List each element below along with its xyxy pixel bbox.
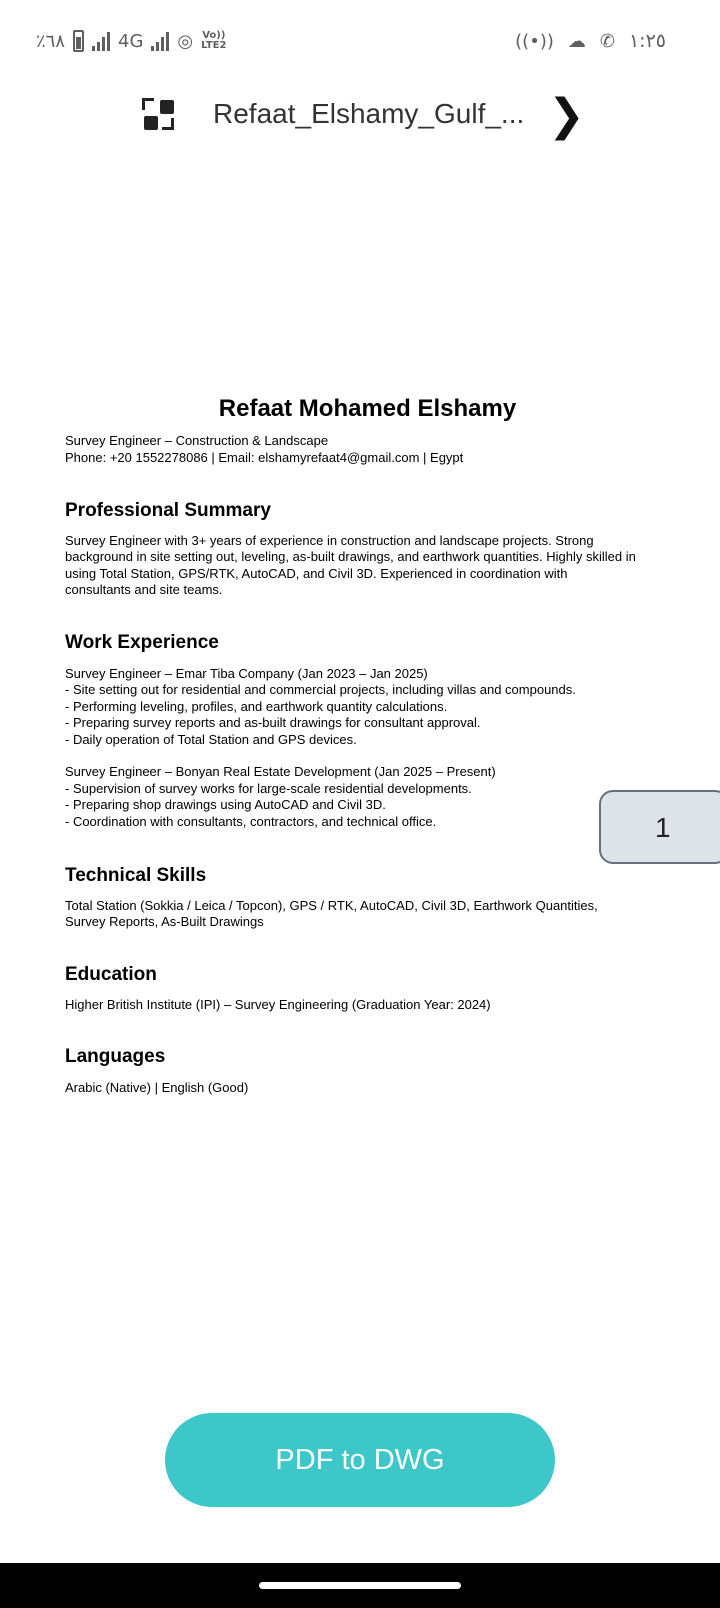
summary-heading: Professional Summary	[65, 500, 271, 521]
navigation-bar	[0, 1563, 720, 1608]
network-type: 4G	[118, 30, 144, 52]
job-line: - Supervision of survey works for large-scale residential developments.	[65, 781, 472, 796]
convert-icon[interactable]	[142, 98, 176, 132]
status-left	[36, 30, 226, 52]
summary-line: using Total Station, GPS/RTK, AutoCAD, and Civil 3D. Experienced in coordination with	[65, 566, 568, 581]
skills-line: Total Station (Sokkia / Leica / Topcon), GPS / RTK, AutoCAD, Civil 3D, Earthwork Quantities,	[65, 898, 598, 913]
chevron-right-icon[interactable]: ❯	[548, 90, 585, 141]
education-heading: Education	[65, 964, 157, 985]
signal-icon	[92, 31, 110, 51]
job-line: - Coordination with consultants, contractors, and technical office.	[65, 814, 437, 829]
job-line: - Site setting out for residential and commercial projects, including villas and compounds.	[65, 682, 576, 697]
volte-icon	[201, 31, 226, 51]
languages-line: Arabic (Native) | English (Good)	[65, 1080, 249, 1095]
job-line: Survey Engineer – Bonyan Real Estate Development (Jan 2025 – Present)	[65, 764, 496, 779]
status-bar	[0, 0, 720, 90]
summary-line: consultants and site teams.	[65, 582, 223, 597]
vibrate-icon: ((•))	[515, 30, 554, 52]
education-line: Higher British Institute (IPI) – Survey Engineering (Graduation Year: 2024)	[65, 997, 491, 1012]
home-indicator[interactable]	[259, 1582, 461, 1589]
summary-line: Survey Engineer with 3+ years of experience in construction and landscape projects. Strong	[65, 533, 594, 548]
resume-contact: Phone: +20 1552278086 | Email: elshamyrefaat4@gmail.com | Egypt	[65, 450, 464, 465]
languages-heading: Languages	[65, 1046, 166, 1067]
cloud-icon: ☁	[567, 30, 586, 52]
volte-top: Vo))	[202, 30, 226, 41]
summary-line: background in site setting out, leveling, as-built drawings, and earthwork quantities. Highly skilled in	[65, 549, 636, 564]
skills-heading: Technical Skills	[65, 865, 207, 886]
page-number-badge[interactable]	[599, 790, 720, 864]
experience-heading: Work Experience	[65, 632, 219, 653]
battery-percent: ٪٦٨	[36, 30, 66, 52]
signal-icon-2	[151, 31, 169, 51]
status-right	[515, 30, 666, 52]
resume-subtitle: Survey Engineer – Construction & Landscape	[65, 433, 329, 448]
skills-line: Survey Reports, As-Built Drawings	[65, 914, 264, 929]
job-line: - Performing leveling, profiles, and earthwork quantity calculations.	[65, 699, 448, 714]
hotspot-icon: ◎	[177, 30, 194, 52]
job-line: - Preparing survey reports and as-built drawings for consultant approval.	[65, 715, 481, 730]
job-line: - Preparing shop drawings using AutoCAD and Civil 3D.	[65, 797, 386, 812]
document-title: Refaat_Elshamy_Gulf_...	[213, 98, 525, 129]
resume-name: Refaat Mohamed Elshamy	[218, 395, 517, 422]
toolbar	[0, 90, 720, 140]
pdf-to-dwg-button[interactable]: PDF to DWG	[165, 1413, 555, 1507]
job-line: - Daily operation of Total Station and GPS devices.	[65, 732, 357, 747]
page-number: 1	[655, 812, 671, 843]
job-line: Survey Engineer – Emar Tiba Company (Jan 2023 – Jan 2025)	[65, 666, 428, 681]
whatsapp-icon: ✆	[599, 30, 615, 52]
volte-bottom: LTE2	[201, 40, 227, 51]
clock: ١:٢٥	[628, 30, 666, 52]
battery-icon	[73, 30, 84, 52]
